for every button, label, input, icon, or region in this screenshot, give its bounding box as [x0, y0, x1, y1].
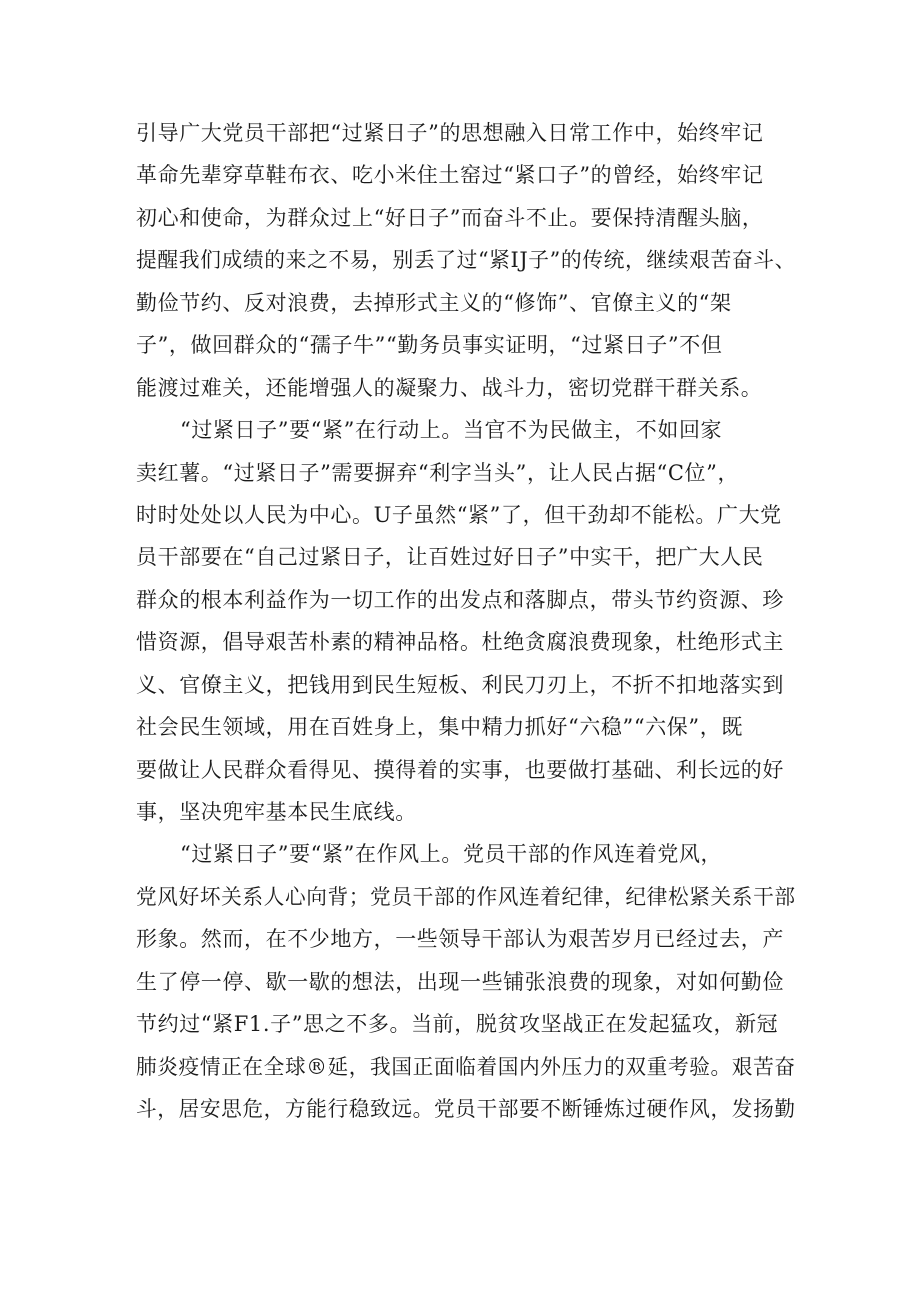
- text-line: 党风好坏关系人心向背；党员干部的作风连着纪律，纪律松紧关系干部: [136, 884, 796, 909]
- text-line: 员干部要在“自己过紧日子，让百姓过好日子”中实干，把广大人民: [136, 545, 764, 570]
- text-line: 时时处处以人民为中心。U子虽然“紧”了，但干劲却不能松。广大党: [136, 502, 782, 527]
- text-line: 能渡过难关，还能增强人的凝聚力、战斗力，密切党群干群关系。: [136, 375, 763, 400]
- text-line: 群众的根本利益作为一切工作的出发点和落脚点，带头节约资源、珍: [136, 587, 784, 612]
- text-line: 勤俭节约、反对浪费，去掉形式主义的“修饰”、官僚主义的“架: [136, 290, 732, 315]
- text-line: 提醒我们成绩的来之不易，别丢了过“紧IJ子”的传统，继续艰苦奋斗、: [136, 248, 796, 273]
- text-line: 事，坚决兜牢基本民生底线。: [136, 800, 417, 824]
- text-line: 肺炎疫情正在全球®延，我国正面临着国内外压力的双重考验。艰苦奋: [136, 1054, 796, 1079]
- text-line: 卖红薯。“过紧日子”需要摒弃“利字当头”，让人民占据“C位”，: [136, 460, 740, 485]
- text-line: 革命先辈穿草鞋布衣、吃小米住土窑过“紧口子”的曾经，始终牢记: [136, 163, 764, 188]
- text-line: 子”，做回群众的“孺子牛”“勤务员事实证明，“过紧日子”不但: [136, 333, 723, 358]
- text-line: 初心和使命，为群众过上“好日子”而奋斗不止。要保持清醒头脑，: [136, 205, 764, 230]
- text-line: 引导广大党员干部把“过紧日子”的思想融入日常工作中，始终牢记: [136, 121, 764, 145]
- text-line: 社会民生领域，用在百姓身上，集中精力抓好“六稳”“六保”，既: [136, 715, 743, 740]
- text-line: 斗，居安思危，方能行稳致远。党员干部要不断锤炼过硬作风，发扬勤: [136, 1097, 796, 1122]
- paragraph-first-line: “过紧日子”要“紧”在行动上。当官不为民做主，不如回家: [180, 418, 723, 443]
- text-line: 要做让人民群众看得见、摸得着的实事，也要做打基础、利长远的好: [136, 757, 784, 782]
- text-line: 形象。然而，在不少地方，一些领导干部认为艰苦岁月已经过去，产: [136, 927, 784, 952]
- body-text: [136, 112, 796, 1131]
- text-line: 节约过“紧F1.子”思之不多。当前，脱贫攻坚战正在发起猛攻，新冠: [136, 1012, 779, 1037]
- paragraph-first-line: “过紧日子”要“紧”在作风上。党员干部的作风连着党风，: [180, 842, 723, 867]
- text-line: 生了停一停、歇一歇的想法，出现一些铺张浪费的现象，对如何勤俭: [136, 969, 784, 994]
- text-line: 义、官僚主义，把钱用到民生短板、利民刀刃上，不折不扣地落实到: [136, 672, 784, 697]
- text-line: 惜资源，倡导艰苦朴素的精神品格。杜绝贪腐浪费现象，杜绝形式主: [136, 630, 784, 655]
